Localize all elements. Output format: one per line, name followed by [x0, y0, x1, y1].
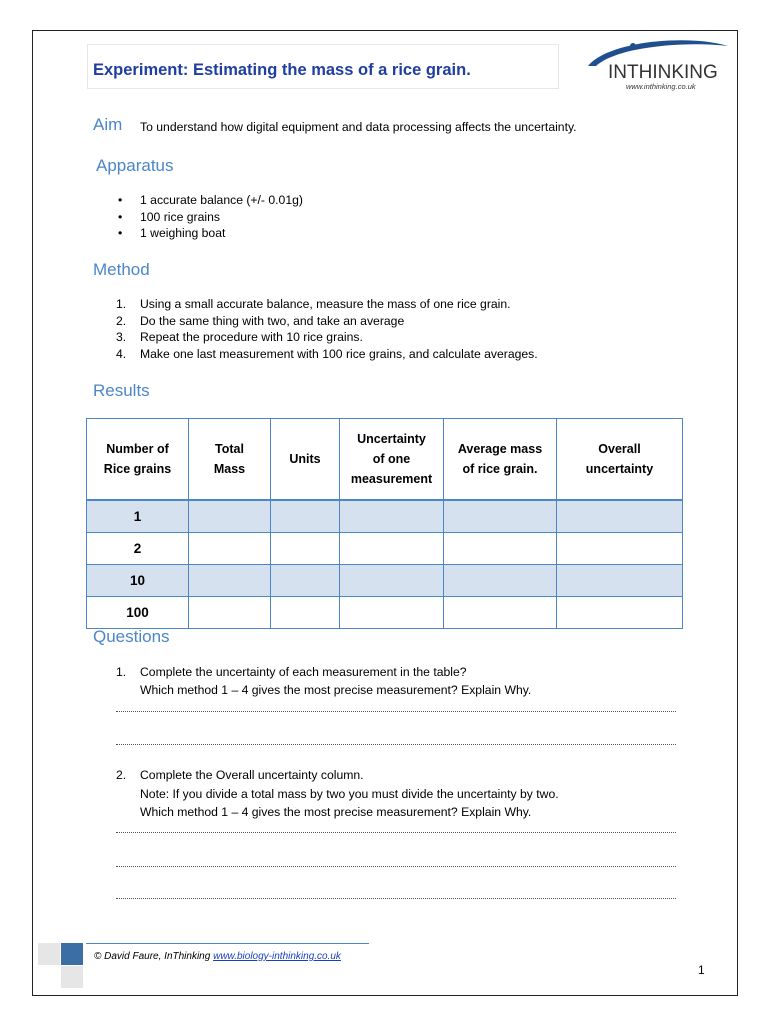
- table-cell[interactable]: [271, 533, 340, 565]
- row-label: 10: [87, 565, 189, 597]
- table-cell[interactable]: [444, 500, 557, 533]
- footer-link[interactable]: www.biology-inthinking.co.uk: [213, 951, 341, 962]
- inthinking-logo: [578, 36, 728, 96]
- apparatus-list: [118, 192, 303, 242]
- table-cell[interactable]: [189, 597, 271, 629]
- question-1-line-2: Which method 1 – 4 gives the most precise measurement? Explain Why.: [140, 683, 532, 697]
- table-cell[interactable]: [444, 597, 557, 629]
- aim-text: To understand how digital equipment and data processing affects the uncertainty.: [140, 120, 577, 134]
- results-heading: Results: [93, 381, 150, 400]
- table-cell[interactable]: [340, 500, 444, 533]
- bullet-icon: •: [118, 193, 123, 207]
- column-header-total-mass: Total Mass: [189, 419, 271, 501]
- table-row: [87, 500, 683, 533]
- table-cell[interactable]: [189, 533, 271, 565]
- list-item: 2. Do the same thing with two, and take an average: [116, 313, 405, 328]
- method-heading: Method: [93, 260, 150, 279]
- question-2-line-2: Note: If you divide a total mass by two you must divide the uncertainty by two.: [140, 787, 559, 801]
- copyright-text: © David Faure, InThinking: [94, 951, 214, 962]
- column-header-units: Units: [271, 419, 340, 501]
- page-number: 1: [698, 963, 705, 977]
- table-row: [87, 533, 683, 565]
- table-cell[interactable]: [557, 500, 683, 533]
- answer-line[interactable]: [116, 866, 676, 867]
- logo-text: INTHINKING: [608, 62, 718, 83]
- row-label: 2: [87, 533, 189, 565]
- table-cell[interactable]: [271, 500, 340, 533]
- question-2-line-1: Complete the Overall uncertainty column.: [140, 768, 364, 782]
- aim-heading: Aim: [93, 115, 123, 134]
- table-cell[interactable]: [271, 597, 340, 629]
- table-cell[interactable]: [189, 500, 271, 533]
- table-row: [87, 565, 683, 597]
- list-item: 1. Using a small accurate balance, measure the mass of one rice grain.: [116, 297, 511, 311]
- column-header-uncertainty: Uncertainty of one measurement: [340, 419, 444, 501]
- method-list: [116, 296, 538, 362]
- answer-line[interactable]: [116, 898, 676, 899]
- list-item: 3. Repeat the procedure with 10 rice grains.: [116, 330, 363, 344]
- list-item: • 1 accurate balance (+/- 0.01g): [118, 193, 303, 207]
- table-cell[interactable]: [340, 597, 444, 629]
- footer-square-dark: [61, 943, 83, 965]
- list-item: • 100 rice grains: [118, 209, 220, 224]
- bullet-icon: •: [118, 209, 123, 224]
- row-label: 100: [87, 597, 189, 629]
- questions-heading: Questions: [93, 627, 170, 646]
- results-table: [86, 418, 683, 629]
- answer-line[interactable]: [116, 711, 676, 712]
- footer-square-light: [61, 966, 83, 988]
- table-cell[interactable]: [271, 565, 340, 597]
- table-cell[interactable]: [557, 565, 683, 597]
- list-item: • 1 weighing boat: [118, 226, 226, 240]
- table-cell[interactable]: [444, 565, 557, 597]
- question-2-line-3: Which method 1 – 4 gives the most precise measurement? Explain Why.: [140, 805, 532, 819]
- list-item: 4. Make one last measurement with 100 rice grains, and calculate averages.: [116, 346, 538, 361]
- footer-square-light: [38, 943, 60, 965]
- question-2-number: 2.: [116, 768, 127, 782]
- footer-divider: [86, 943, 369, 944]
- page-title: Experiment: Estimating the mass of a rice grain.: [93, 61, 471, 79]
- question-1-number: 1.: [116, 665, 127, 679]
- table-cell[interactable]: [340, 565, 444, 597]
- question-1-line-1: Complete the uncertainty of each measurement in the table?: [140, 665, 467, 679]
- footer-text: [94, 951, 341, 962]
- table-header-row: [87, 419, 683, 501]
- table-cell[interactable]: [557, 597, 683, 629]
- column-header-number: Number of Rice grains: [87, 419, 189, 501]
- row-label: 1: [87, 500, 189, 533]
- apparatus-heading: Apparatus: [96, 156, 174, 175]
- table-cell[interactable]: [340, 533, 444, 565]
- table-row: [87, 597, 683, 629]
- table-cell[interactable]: [444, 533, 557, 565]
- table-cell[interactable]: [557, 533, 683, 565]
- bullet-icon: •: [118, 226, 123, 240]
- answer-line[interactable]: [116, 744, 676, 745]
- column-header-average-mass: Average mass of rice grain.: [444, 419, 557, 501]
- answer-line[interactable]: [116, 832, 676, 833]
- column-header-overall-uncertainty: Overall uncertainty: [557, 419, 683, 501]
- table-cell[interactable]: [189, 565, 271, 597]
- logo-url: www.inthinking.co.uk: [626, 82, 696, 91]
